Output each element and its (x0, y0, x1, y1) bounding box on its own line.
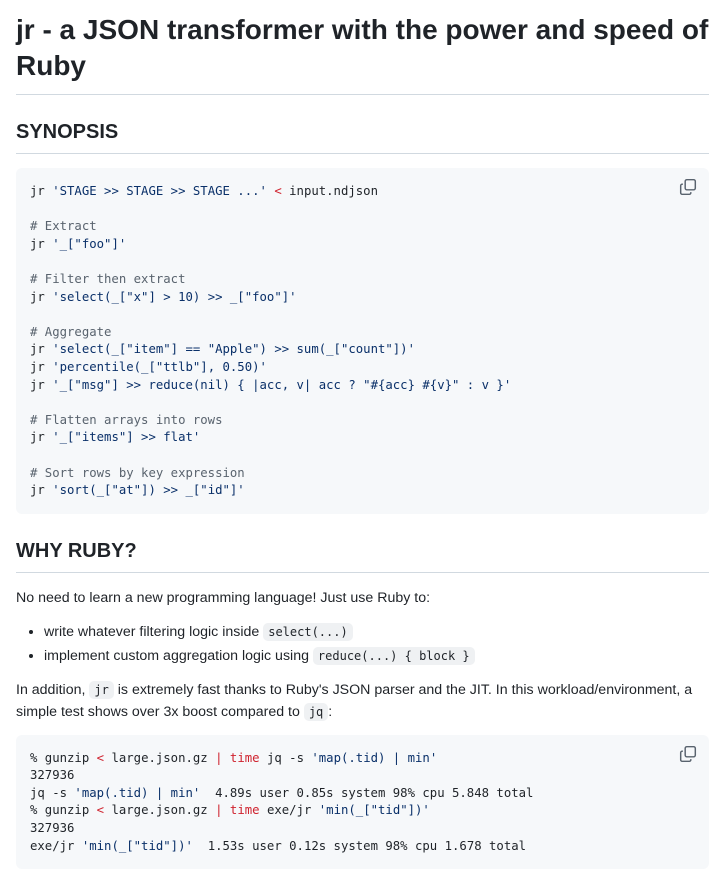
code-token: 4.89s user 0.85s system 98% cpu 5.848 total (200, 785, 534, 800)
code-line (30, 324, 695, 342)
benchmark-code-block (16, 735, 709, 870)
code-token: # Extract (30, 219, 97, 234)
inline-code: select(...) (263, 623, 352, 641)
code-token: # Filter then extract (30, 271, 186, 286)
code-line (30, 306, 695, 324)
code-token: jr (30, 184, 53, 198)
code-line (30, 482, 695, 500)
code-token: jr (30, 377, 53, 392)
code-line (30, 838, 695, 856)
why-intro: No need to learn a new programming language! Just use Ruby to: (16, 589, 431, 606)
code-token: 1.53s user 0.12s system 98% cpu 1.678 total (192, 838, 527, 853)
code-token: jq -s (259, 750, 312, 765)
copy-icon[interactable] (679, 178, 697, 196)
code-token: time (229, 750, 260, 765)
code-token: % gunzip (30, 750, 97, 765)
inline-code: jr (89, 681, 113, 699)
code-line (30, 289, 695, 307)
code-line (30, 201, 695, 219)
code-token: 'sort(_["at"]) >> _["id"]' (52, 483, 245, 498)
code-token: large.json.gz (104, 803, 216, 818)
code-token: jr (30, 236, 53, 251)
code-line (30, 429, 695, 447)
code-line (30, 447, 695, 465)
code-token: exe/jr (30, 838, 82, 853)
code-line (30, 183, 695, 201)
code-token (223, 803, 230, 817)
code-token: 'map(.tid) | min' (74, 785, 201, 800)
inline-code: jq (304, 703, 328, 721)
code-line (30, 394, 695, 412)
copy-icon[interactable] (679, 745, 697, 763)
code-line (30, 236, 695, 254)
list-item: • implement custom aggregation logic using reduce(...) { block } (44, 645, 709, 667)
code-token: % gunzip (30, 803, 97, 818)
synopsis-code[interactable] (30, 183, 695, 500)
code-line (30, 750, 695, 768)
code-token: jr (30, 430, 53, 445)
code-token: large.json.gz (104, 750, 216, 765)
synopsis-heading: SYNOPSIS (16, 119, 709, 154)
code-token: # Sort rows by key expression (30, 465, 245, 480)
code-token: 327936 (30, 768, 75, 783)
code-line (30, 767, 695, 785)
code-token: 'min(_["tid"])' (81, 838, 193, 853)
code-token: 'percentile(_["ttlb"], 0.50)' (52, 359, 267, 374)
code-token: | (215, 750, 223, 765)
code-token: < (274, 184, 282, 198)
code-line (30, 253, 695, 271)
code-token: exe/jr (259, 803, 319, 818)
code-token: 327936 (30, 821, 75, 836)
code-token: < (96, 750, 105, 765)
code-token: jr (30, 359, 53, 374)
code-line (30, 820, 695, 838)
code-token: jr (30, 289, 53, 304)
code-token: 'min(_["tid"])' (318, 803, 430, 818)
list-item: • write whatever filtering logic inside select(...) (44, 621, 709, 643)
code-token (223, 751, 230, 765)
code-token: time (229, 803, 260, 818)
code-token: # Aggregate (30, 324, 112, 339)
code-token: 'select(_["x"] > 10) >> _["foo"]' (52, 289, 297, 304)
page-title: jr - a JSON transformer with the power and speed of Ruby (16, 12, 709, 95)
inline-code: reduce(...) { block } (313, 647, 475, 665)
code-token: jr (30, 342, 53, 357)
code-token: '_["foo"]' (52, 236, 127, 251)
benchmark-code[interactable] (30, 750, 695, 856)
synopsis-code-block (16, 168, 709, 514)
code-token: 'STAGE >> STAGE >> STAGE ...' (52, 184, 267, 198)
code-line (30, 802, 695, 820)
code-line (30, 341, 695, 359)
code-line (30, 465, 695, 483)
code-line (30, 785, 695, 803)
code-token: < (96, 803, 105, 818)
code-token: 'select(_["item"] == "Apple") >> sum(_["count"])' (52, 342, 415, 357)
code-token: input.ndjson (281, 184, 378, 198)
code-line (30, 359, 695, 377)
code-line (30, 377, 695, 395)
code-token: 'map(.tid) | min' (311, 750, 438, 765)
code-line (30, 271, 695, 289)
code-token: '_["msg"] >> reduce(nil) { |acc, v| acc ? "#{acc} #{v}" : v }' (52, 377, 512, 392)
why-ruby-heading: WHY RUBY? (16, 538, 709, 573)
code-token: '_["items"] >> flat' (52, 430, 201, 445)
code-token: # Flatten arrays into rows (30, 412, 223, 427)
code-token: jq -s (30, 785, 75, 800)
code-token: jr (30, 483, 53, 498)
why-paragraph: In addition, jr is extremely fast thanks to Ruby's JSON parser and the JIT. In this workload/environment, a simple test shows over 3x boost compared to jq : (16, 681, 693, 720)
readme-article (0, 12, 725, 869)
why-list (16, 621, 709, 667)
code-line (30, 412, 695, 430)
code-line (30, 218, 695, 236)
code-token: | (215, 803, 223, 818)
